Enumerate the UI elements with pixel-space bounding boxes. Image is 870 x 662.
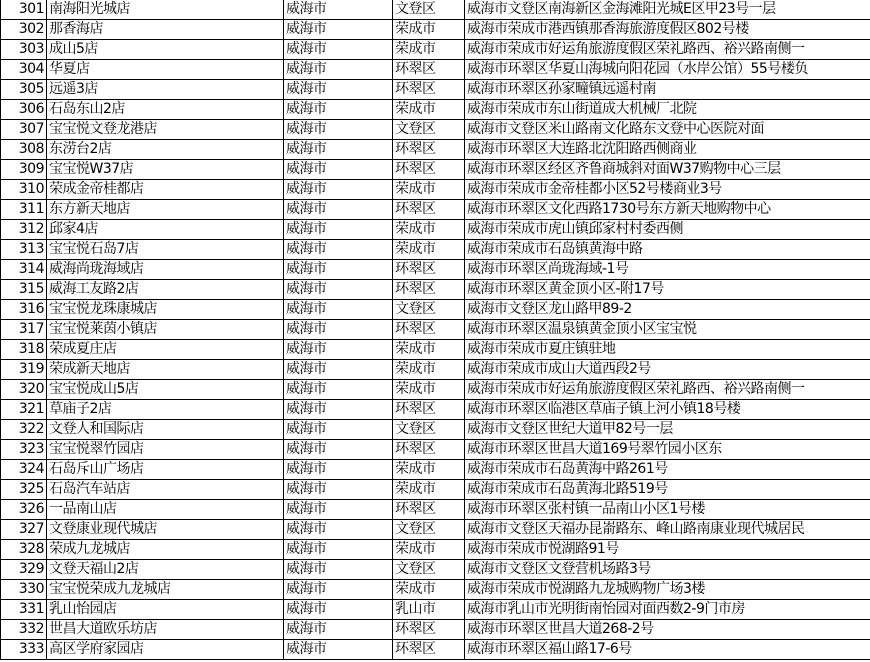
store-name-cell[interactable]: 石岛东山2店 bbox=[47, 100, 284, 120]
district-cell[interactable]: 文登区 bbox=[393, 0, 465, 20]
table-row bbox=[1, 220, 870, 240]
table-row bbox=[1, 360, 870, 380]
address-cell[interactable]: 威海市环翠区尚珑海域-1号 bbox=[465, 260, 870, 280]
address-cell[interactable]: 威海市文登区龙山路甲89-2 bbox=[465, 300, 870, 320]
table-row bbox=[1, 120, 870, 140]
store-number-cell[interactable]: 302 bbox=[1, 20, 47, 40]
store-name-cell[interactable]: 华夏店 bbox=[47, 60, 284, 80]
district-cell[interactable]: 环翠区 bbox=[393, 500, 465, 520]
store-name-cell[interactable]: 荣成金帝桂都店 bbox=[47, 180, 284, 200]
address-cell[interactable]: 威海市文登区南海新区金海滩阳光城E区甲23号一层 bbox=[465, 0, 870, 20]
store-name-cell[interactable]: 文登天福山2店 bbox=[47, 560, 284, 580]
city-cell[interactable]: 威海市 bbox=[284, 100, 393, 120]
table-row bbox=[1, 40, 870, 60]
store-number-cell[interactable]: 317 bbox=[1, 320, 47, 340]
address-cell[interactable]: 威海市环翠区临港区草庙子镇上河小镇18号楼 bbox=[465, 400, 870, 420]
city-cell[interactable]: 威海市 bbox=[284, 200, 393, 220]
address-cell[interactable]: 威海市荣成市金帝桂都小区52号楼商业3号 bbox=[465, 180, 870, 200]
store-number-cell[interactable]: 322 bbox=[1, 420, 47, 440]
city-cell[interactable]: 威海市 bbox=[284, 0, 393, 20]
table-row bbox=[1, 240, 870, 260]
table-row bbox=[1, 80, 870, 100]
table-row bbox=[1, 440, 870, 460]
city-cell[interactable]: 威海市 bbox=[284, 180, 393, 200]
district-cell[interactable]: 荣成市 bbox=[393, 540, 465, 560]
table-row bbox=[1, 580, 870, 600]
table-row bbox=[1, 300, 870, 320]
store-name-cell[interactable]: 东方新天地店 bbox=[47, 200, 284, 220]
address-cell[interactable]: 威海市环翠区黄金顶小区-附17号 bbox=[465, 280, 870, 300]
table-row bbox=[1, 500, 870, 520]
store-number-cell[interactable]: 319 bbox=[1, 360, 47, 380]
city-cell[interactable]: 威海市 bbox=[284, 260, 393, 280]
store-name-cell[interactable]: 宝宝悦翠竹园店 bbox=[47, 440, 284, 460]
store-number-cell[interactable]: 312 bbox=[1, 220, 47, 240]
city-cell[interactable]: 威海市 bbox=[284, 640, 393, 660]
table-row bbox=[1, 460, 870, 480]
store-number-cell[interactable]: 301 bbox=[1, 0, 47, 20]
city-cell[interactable]: 威海市 bbox=[284, 600, 393, 620]
city-cell[interactable]: 威海市 bbox=[284, 160, 393, 180]
store-number-cell[interactable]: 331 bbox=[1, 600, 47, 620]
table-row bbox=[1, 520, 870, 540]
table-row bbox=[1, 620, 870, 640]
district-cell[interactable]: 荣成市 bbox=[393, 180, 465, 200]
store-number-cell[interactable]: 305 bbox=[1, 80, 47, 100]
city-cell[interactable]: 威海市 bbox=[284, 140, 393, 160]
city-cell[interactable]: 威海市 bbox=[284, 460, 393, 480]
store-number-cell[interactable]: 333 bbox=[1, 640, 47, 660]
table-row bbox=[1, 200, 870, 220]
city-cell[interactable]: 威海市 bbox=[284, 20, 393, 40]
district-cell[interactable]: 文登区 bbox=[393, 420, 465, 440]
district-cell[interactable]: 荣成市 bbox=[393, 480, 465, 500]
district-cell[interactable]: 荣成市 bbox=[393, 460, 465, 480]
address-cell[interactable]: 威海市文登区天福办昆嵛路东、峰山路南康业现代城居民 bbox=[465, 520, 870, 540]
district-cell[interactable]: 环翠区 bbox=[393, 260, 465, 280]
city-cell[interactable]: 威海市 bbox=[284, 560, 393, 580]
table-row bbox=[1, 560, 870, 580]
district-cell[interactable]: 环翠区 bbox=[393, 200, 465, 220]
city-cell[interactable]: 威海市 bbox=[284, 60, 393, 80]
address-cell[interactable]: 威海市环翠区世昌大道169号翠竹园小区东 bbox=[465, 440, 870, 460]
address-cell[interactable]: 威海市荣成市石岛镇黄海中路 bbox=[465, 240, 870, 260]
city-cell[interactable]: 威海市 bbox=[284, 220, 393, 240]
store-name-cell[interactable]: 文登康业现代城店 bbox=[47, 520, 284, 540]
district-cell[interactable]: 环翠区 bbox=[393, 620, 465, 640]
district-cell[interactable]: 文登区 bbox=[393, 560, 465, 580]
store-number-cell[interactable]: 328 bbox=[1, 540, 47, 560]
store-name-cell[interactable]: 一品南山店 bbox=[47, 500, 284, 520]
table-row bbox=[1, 640, 870, 660]
city-cell[interactable]: 威海市 bbox=[284, 340, 393, 360]
store-number-cell[interactable]: 308 bbox=[1, 140, 47, 160]
store-number-cell[interactable]: 329 bbox=[1, 560, 47, 580]
address-cell[interactable]: 威海市环翠区温泉镇黄金顶小区宝宝悦 bbox=[465, 320, 870, 340]
store-name-cell[interactable]: 南海阳光城店 bbox=[47, 0, 284, 20]
store-name-cell[interactable]: 荣成夏庄店 bbox=[47, 340, 284, 360]
store-name-cell[interactable]: 那香海店 bbox=[47, 20, 284, 40]
district-cell[interactable]: 环翠区 bbox=[393, 320, 465, 340]
city-cell[interactable]: 威海市 bbox=[284, 440, 393, 460]
city-cell[interactable]: 威海市 bbox=[284, 500, 393, 520]
address-cell[interactable]: 威海市乳山市光明街南怡园对面西数2-9门市房 bbox=[465, 600, 870, 620]
district-cell[interactable]: 荣成市 bbox=[393, 340, 465, 360]
store-name-cell[interactable]: 宝宝悦石岛7店 bbox=[47, 240, 284, 260]
table-row bbox=[1, 380, 870, 400]
city-cell[interactable]: 威海市 bbox=[284, 480, 393, 500]
address-cell[interactable]: 威海市荣成市港西镇那香海旅游度假区802号楼 bbox=[465, 20, 870, 40]
district-cell[interactable]: 荣成市 bbox=[393, 40, 465, 60]
table-row bbox=[1, 180, 870, 200]
store-name-cell[interactable]: 宝宝悦荣成九龙城店 bbox=[47, 580, 284, 600]
district-cell[interactable]: 环翠区 bbox=[393, 280, 465, 300]
store-name-cell[interactable]: 成山5店 bbox=[47, 40, 284, 60]
table-row bbox=[1, 160, 870, 180]
store-number-cell[interactable]: 316 bbox=[1, 300, 47, 320]
store-number-cell[interactable]: 304 bbox=[1, 60, 47, 80]
district-cell[interactable]: 环翠区 bbox=[393, 140, 465, 160]
store-number-cell[interactable]: 325 bbox=[1, 480, 47, 500]
address-cell[interactable]: 威海市荣成市好运角旅游度假区荣礼路西、裕兴路南侧一 bbox=[465, 380, 870, 400]
store-name-cell[interactable]: 邱家4店 bbox=[47, 220, 284, 240]
address-cell[interactable]: 威海市荣成市成山大道西段2号 bbox=[465, 360, 870, 380]
table-row bbox=[1, 480, 870, 500]
store-number-cell[interactable]: 320 bbox=[1, 380, 47, 400]
district-cell[interactable]: 荣成市 bbox=[393, 360, 465, 380]
store-name-cell[interactable]: 荣成九龙城店 bbox=[47, 540, 284, 560]
address-cell[interactable]: 威海市荣成市悦湖路九龙城购物广场3楼 bbox=[465, 580, 870, 600]
district-cell[interactable]: 环翠区 bbox=[393, 60, 465, 80]
city-cell[interactable]: 威海市 bbox=[284, 80, 393, 100]
table-row bbox=[1, 340, 870, 360]
district-cell[interactable]: 荣成市 bbox=[393, 100, 465, 120]
city-cell[interactable]: 威海市 bbox=[284, 380, 393, 400]
district-cell[interactable]: 文登区 bbox=[393, 300, 465, 320]
city-cell[interactable]: 威海市 bbox=[284, 520, 393, 540]
city-cell[interactable]: 威海市 bbox=[284, 620, 393, 640]
store-number-cell[interactable]: 313 bbox=[1, 240, 47, 260]
city-cell[interactable]: 威海市 bbox=[284, 580, 393, 600]
store-number-cell[interactable]: 324 bbox=[1, 460, 47, 480]
store-number-cell[interactable]: 330 bbox=[1, 580, 47, 600]
store-number-cell[interactable]: 318 bbox=[1, 340, 47, 360]
address-cell[interactable]: 威海市文登区米山路南文化路东文登中心医院对面 bbox=[465, 120, 870, 140]
city-cell[interactable]: 威海市 bbox=[284, 360, 393, 380]
table-row bbox=[1, 60, 870, 80]
city-cell[interactable]: 威海市 bbox=[284, 300, 393, 320]
address-cell[interactable]: 威海市荣成市悦湖路91号 bbox=[465, 540, 870, 560]
district-cell[interactable]: 乳山市 bbox=[393, 600, 465, 620]
district-cell[interactable]: 荣成市 bbox=[393, 220, 465, 240]
store-name-cell[interactable]: 宝宝悦W37店 bbox=[47, 160, 284, 180]
store-name-cell[interactable]: 石岛汽车站店 bbox=[47, 480, 284, 500]
store-name-cell[interactable]: 宝宝悦成山5店 bbox=[47, 380, 284, 400]
store-number-cell[interactable]: 314 bbox=[1, 260, 47, 280]
store-number-cell[interactable]: 326 bbox=[1, 500, 47, 520]
address-cell[interactable]: 威海市文登区文登营机场路3号 bbox=[465, 560, 870, 580]
store-number-cell[interactable]: 309 bbox=[1, 160, 47, 180]
store-name-cell[interactable]: 宝宝悦莱茵小镇店 bbox=[47, 320, 284, 340]
table-row bbox=[1, 280, 870, 300]
district-cell[interactable]: 荣成市 bbox=[393, 20, 465, 40]
address-cell[interactable]: 威海市环翠区世昌大道268-2号 bbox=[465, 620, 870, 640]
city-cell[interactable]: 威海市 bbox=[284, 420, 393, 440]
city-cell[interactable]: 威海市 bbox=[284, 240, 393, 260]
district-cell[interactable]: 环翠区 bbox=[393, 440, 465, 460]
store-name-cell[interactable]: 东涝台2店 bbox=[47, 140, 284, 160]
city-cell[interactable]: 威海市 bbox=[284, 320, 393, 340]
district-cell[interactable]: 荣成市 bbox=[393, 380, 465, 400]
district-cell[interactable]: 环翠区 bbox=[393, 400, 465, 420]
store-number-cell[interactable]: 310 bbox=[1, 180, 47, 200]
city-cell[interactable]: 威海市 bbox=[284, 120, 393, 140]
store-name-cell[interactable]: 荣成新天地店 bbox=[47, 360, 284, 380]
address-cell[interactable]: 威海市环翠区文化西路1730号东方新天地购物中心 bbox=[465, 200, 870, 220]
store-name-cell[interactable]: 草庙子2店 bbox=[47, 400, 284, 420]
store-name-cell[interactable]: 石岛斥山广场店 bbox=[47, 460, 284, 480]
city-cell[interactable]: 威海市 bbox=[284, 400, 393, 420]
store-name-cell[interactable]: 宝宝悦龙珠康城店 bbox=[47, 300, 284, 320]
table-row bbox=[1, 400, 870, 420]
address-cell[interactable]: 威海市荣成市好运角旅游度假区荣礼路西、裕兴路南侧一 bbox=[465, 40, 870, 60]
store-number-cell[interactable]: 332 bbox=[1, 620, 47, 640]
address-cell[interactable]: 威海市荣成市东山街道成大机械厂北院 bbox=[465, 100, 870, 120]
store-name-cell[interactable]: 宝宝悦文登龙港店 bbox=[47, 120, 284, 140]
table-row bbox=[1, 260, 870, 280]
store-number-cell[interactable]: 307 bbox=[1, 120, 47, 140]
store-number-cell[interactable]: 303 bbox=[1, 40, 47, 60]
table-row bbox=[1, 140, 870, 160]
table-row bbox=[1, 20, 870, 40]
address-cell[interactable]: 威海市荣成市夏庄镇驻地 bbox=[465, 340, 870, 360]
city-cell[interactable]: 威海市 bbox=[284, 280, 393, 300]
table-row bbox=[1, 320, 870, 340]
store-name-cell[interactable]: 威海尚珑海域店 bbox=[47, 260, 284, 280]
district-cell[interactable]: 文登区 bbox=[393, 120, 465, 140]
address-cell[interactable]: 威海市环翠区福山路17-6号 bbox=[465, 640, 870, 660]
city-cell[interactable]: 威海市 bbox=[284, 540, 393, 560]
store-name-cell[interactable]: 高区学府家园店 bbox=[47, 640, 284, 660]
store-name-cell[interactable]: 世昌大道欧乐坊店 bbox=[47, 620, 284, 640]
store-number-cell[interactable]: 311 bbox=[1, 200, 47, 220]
store-number-cell[interactable]: 327 bbox=[1, 520, 47, 540]
address-cell[interactable]: 威海市荣成市虎山镇邱家村村委西侧 bbox=[465, 220, 870, 240]
store-number-cell[interactable]: 321 bbox=[1, 400, 47, 420]
district-cell[interactable]: 荣成市 bbox=[393, 240, 465, 260]
table-row bbox=[1, 420, 870, 440]
address-cell[interactable]: 威海市文登区世纪大道甲82号一层 bbox=[465, 420, 870, 440]
table-row bbox=[1, 0, 870, 20]
address-cell[interactable]: 威海市环翠区大连路北沈阳路西侧商业 bbox=[465, 140, 870, 160]
address-cell[interactable]: 威海市荣成市石岛黄海北路519号 bbox=[465, 480, 870, 500]
address-cell[interactable]: 威海市环翠区经区齐鲁商城斜对面W37购物中心三层 bbox=[465, 160, 870, 180]
store-number-cell[interactable]: 323 bbox=[1, 440, 47, 460]
address-cell[interactable]: 威海市环翠区孙家疃镇远遥村南 bbox=[465, 80, 870, 100]
district-cell[interactable]: 环翠区 bbox=[393, 80, 465, 100]
store-number-cell[interactable]: 306 bbox=[1, 100, 47, 120]
district-cell[interactable]: 文登区 bbox=[393, 520, 465, 540]
store-number-cell[interactable]: 315 bbox=[1, 280, 47, 300]
store-name-cell[interactable]: 威海工友路2店 bbox=[47, 280, 284, 300]
district-cell[interactable]: 环翠区 bbox=[393, 640, 465, 660]
table-row bbox=[1, 100, 870, 120]
table-row bbox=[1, 600, 870, 620]
address-cell[interactable]: 威海市环翠区张村镇一品南山小区1号楼 bbox=[465, 500, 870, 520]
table-row bbox=[1, 540, 870, 560]
address-cell[interactable]: 威海市环翠区华夏山海城向阳花园（水岸公馆）55号楼负 bbox=[465, 60, 870, 80]
address-cell[interactable]: 威海市荣成市石岛黄海中路261号 bbox=[465, 460, 870, 480]
store-name-cell[interactable]: 乳山怡园店 bbox=[47, 600, 284, 620]
store-name-cell[interactable]: 远遥3店 bbox=[47, 80, 284, 100]
district-cell[interactable]: 荣成市 bbox=[393, 580, 465, 600]
city-cell[interactable]: 威海市 bbox=[284, 40, 393, 60]
district-cell[interactable]: 环翠区 bbox=[393, 160, 465, 180]
table-body bbox=[1, 0, 870, 660]
store-name-cell[interactable]: 文登人和国际店 bbox=[47, 420, 284, 440]
